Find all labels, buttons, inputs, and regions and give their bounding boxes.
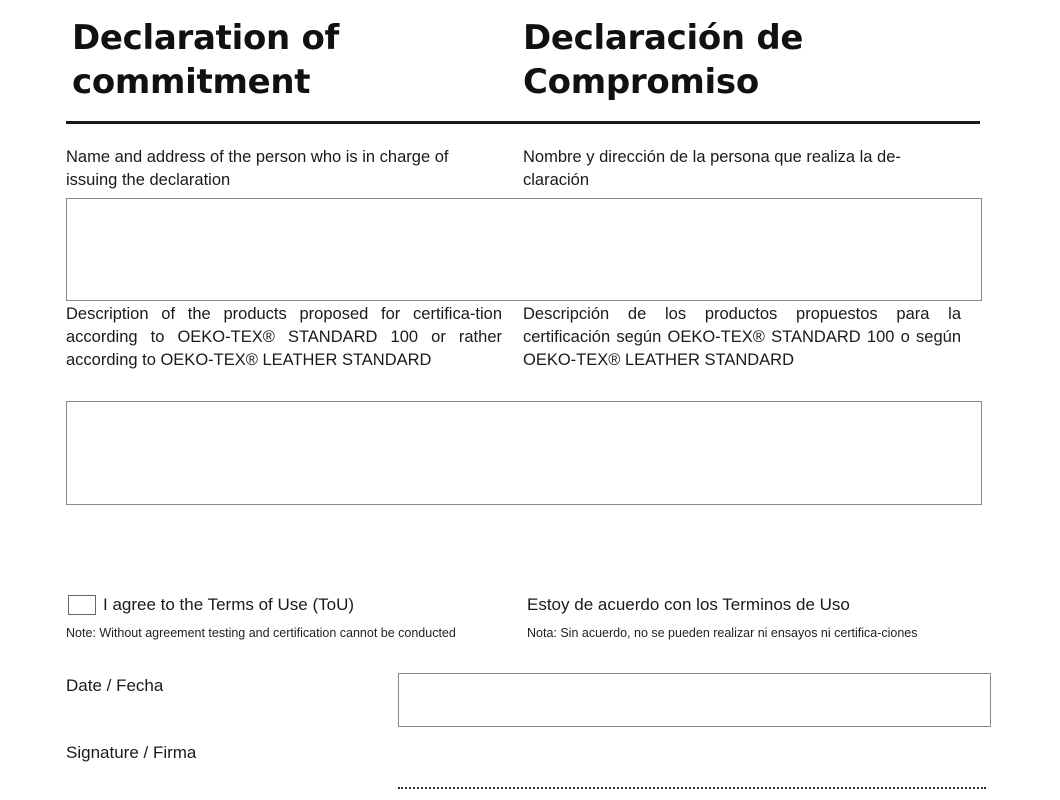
terms-note-english: Note: Without agreement testing and certification cannot be conducted [66, 626, 456, 640]
signature-line[interactable] [398, 787, 986, 789]
issuer-label-spanish: Nombre y dirección de la persona que realiza la de-claración [523, 148, 901, 189]
header-divider [66, 121, 980, 124]
issuer-label-english: Name and address of the person who is in charge of issuing the declaration [66, 148, 449, 189]
terms-agree-spanish: Estoy de acuerdo con los Terminos de Uso [527, 595, 850, 614]
signature-label: Signature / Firma [66, 743, 197, 762]
products-field[interactable] [66, 401, 982, 505]
issuer-field[interactable] [66, 198, 982, 301]
products-label-spanish: Descripción de los productos propuestos para la certificación según OEKO-TEX® STANDARD 100 o según OEKO-TEX® LEATHER STANDARD [523, 305, 961, 369]
date-label: Date / Fecha [66, 676, 164, 695]
terms-note-spanish: Nota: Sin acuerdo, no se pueden realizar ni ensayos ni certifica-ciones [527, 626, 918, 640]
terms-agree-english: I agree to the Terms of Use (ToU) [103, 595, 355, 614]
title-english: Declaration of commitment [72, 18, 340, 102]
terms-checkbox[interactable] [68, 595, 96, 615]
date-field[interactable] [398, 673, 991, 727]
products-label-english: Description of the products proposed for certifica-tion according to OEKO-TEX® STANDARD 100 or rather according to OEKO-TEX® LEATHER STANDARD [66, 305, 502, 369]
title-spanish: Declaración de Compromiso [523, 18, 804, 102]
